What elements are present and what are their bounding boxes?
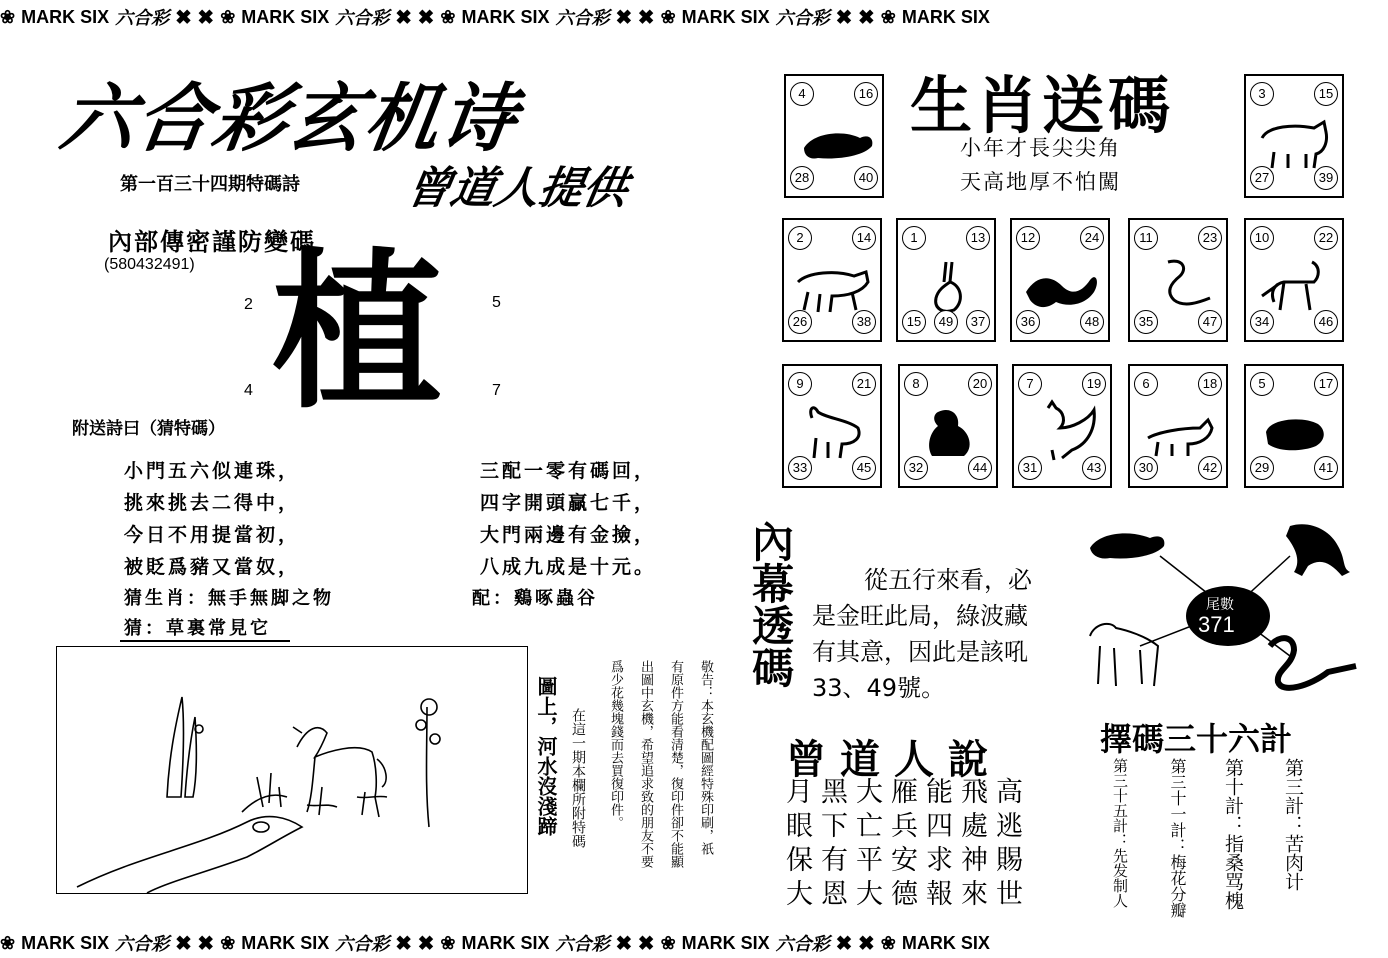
poem-line: 大門兩邊有金撿， — [480, 524, 657, 546]
zodiac-number: 47 — [1198, 310, 1222, 334]
inside-line: 33、49號。 — [812, 674, 946, 702]
guess-underline — [120, 640, 290, 642]
poem-line: 小門五六似連珠， — [124, 460, 301, 482]
zodiac-number: 15 — [1314, 82, 1338, 106]
notice-line: 出圖中玄機，希望追求致的朋友不要 — [638, 660, 653, 868]
dragon-icon — [1020, 252, 1100, 316]
banner-text: 六合彩 — [775, 8, 830, 29]
bow-icon: ✖ ✖ — [835, 6, 875, 29]
zodiac-card — [1012, 364, 1112, 488]
says-line: 大恩大德報來世 — [786, 879, 1031, 910]
notice-line: 有原件方能看清楚，復印件卻不能顯 — [668, 660, 683, 868]
zodiac-number: 17 — [1314, 372, 1338, 396]
bow-icon: ✖ ✖ — [175, 6, 215, 29]
zodiac-number: 45 — [852, 456, 876, 480]
zodiac-poem-2: 天高地厚不怕闖 — [960, 170, 1121, 194]
zodiac-number: 8 — [904, 372, 928, 396]
zodiac-title: 生肖送碼 — [910, 69, 1175, 142]
flower-icon: ❀ — [220, 6, 236, 27]
horse-icon — [1254, 252, 1334, 316]
flower-icon: ❀ — [440, 6, 456, 27]
top-banner — [0, 2, 1388, 32]
zodiac-number: 40 — [854, 166, 878, 190]
bow-icon: ✖ ✖ — [395, 6, 435, 29]
corner-num-tl: 2 — [244, 296, 253, 313]
zodiac-number: 4 — [790, 82, 814, 106]
issue-label: 第一百三十四期特碼詩 — [120, 174, 300, 195]
inside-line: 是金旺此局，綠波藏 — [812, 602, 1028, 630]
banner-text: 六合彩 — [555, 8, 610, 29]
flower-icon: ❀ — [0, 6, 16, 27]
zodiac-number: 48 — [1080, 310, 1104, 334]
tiger-icon — [792, 252, 872, 316]
inside-title: 內幕透碼 — [746, 520, 795, 688]
zodiac-number: 38 — [852, 310, 876, 334]
zodiac-number: 5 — [1250, 372, 1274, 396]
rooster-icon — [1022, 398, 1102, 462]
code-number: (580432491) — [104, 256, 195, 273]
zodiac-number: 30 — [1134, 456, 1158, 480]
banner-text: MARK SIX — [901, 932, 990, 953]
tail-value: 371 — [1198, 612, 1235, 637]
zodiac-number: 12 — [1016, 226, 1040, 250]
notice-line: 敬告：本玄機配圖經特殊印刷，祇 — [698, 660, 713, 855]
zodiac-number: 7 — [1018, 372, 1042, 396]
flower-icon: ❀ — [660, 932, 676, 953]
poem-line: 四字開頭贏七千， — [480, 492, 657, 514]
zodiac-number: 36 — [1016, 310, 1040, 334]
zodiac-number: 15 — [902, 310, 926, 334]
banner-text: MARK SIX — [241, 932, 330, 953]
zodiac-number: 3 — [1250, 82, 1274, 106]
big-character: 植 — [272, 234, 443, 432]
guess-label: 猜：草裏常見它 — [124, 618, 271, 639]
monkey-icon — [908, 398, 988, 462]
zodiac-number: 22 — [1314, 226, 1338, 250]
secret-label: 內部傳密謹防變碼 — [108, 227, 316, 256]
inside-text — [812, 560, 1032, 704]
column-note: 在這一期本欄所附特碼 — [570, 708, 586, 848]
zodiac-card — [782, 364, 882, 488]
flower-icon: ❀ — [440, 932, 456, 953]
zodiac-number: 2 — [788, 226, 812, 250]
says-title: 曾道人說 — [786, 736, 1002, 783]
banner-text: 六合彩 — [775, 934, 830, 955]
bow-icon: ✖ ✖ — [395, 932, 435, 955]
banner-text: 六合彩 — [555, 934, 610, 955]
rabbit-icon — [906, 252, 986, 316]
bottom-banner — [0, 928, 1388, 958]
poem-line: 被貶爲豬又當奴， — [124, 556, 301, 578]
bow-icon: ✖ ✖ — [615, 932, 655, 955]
poem-line: 三配一零有碼回， — [480, 460, 657, 482]
flower-icon: ❀ — [660, 6, 676, 27]
zodiac-number: 44 — [968, 456, 992, 480]
bow-icon: ✖ ✖ — [835, 932, 875, 955]
tactic-item: 第三十五計：先发制人 — [1111, 758, 1129, 908]
banner-text: 六合彩 — [335, 8, 390, 29]
zodiac-card — [1128, 218, 1228, 342]
zodiac-card — [782, 218, 882, 342]
bow-icon: ✖ ✖ — [175, 932, 215, 955]
tactics-list — [1100, 758, 1340, 918]
banner-text: MARK SIX — [681, 6, 770, 27]
corner-num-tr: 5 — [492, 294, 501, 311]
tail-label: 尾數 — [1206, 597, 1234, 613]
zodiac-card — [1244, 218, 1344, 342]
zodiac-card — [898, 364, 998, 488]
zodiac-number: 28 — [790, 166, 814, 190]
banner-text: MARK SIX — [461, 6, 550, 27]
zodiac-number: 21 — [852, 372, 876, 396]
flower-icon: ❀ — [0, 932, 16, 953]
poem-line: 今日不用提當初， — [124, 524, 301, 546]
poem-line: 挑來挑去二得中， — [124, 492, 301, 514]
zodiac-card — [1010, 218, 1110, 342]
tail-emblem — [1080, 516, 1360, 696]
zodiac-number: 14 — [852, 226, 876, 250]
zodiac-number: 46 — [1314, 310, 1338, 334]
zodiac-card — [1244, 74, 1344, 198]
notice-line: 爲少花幾塊錢而去買復印件。 — [608, 660, 623, 829]
flower-icon: ❀ — [880, 932, 896, 953]
zodiac-number: 9 — [788, 372, 812, 396]
banner-text: MARK SIX — [241, 6, 330, 27]
pig-icon — [1254, 398, 1334, 462]
zodiac-number: 41 — [1314, 456, 1338, 480]
zodiac-number: 6 — [1134, 372, 1158, 396]
zodiac-number: 37 — [966, 310, 990, 334]
zodiac-number: 35 — [1134, 310, 1158, 334]
rat-icon — [794, 108, 874, 172]
tactics-title: 擇碼三十六計 — [1100, 720, 1293, 758]
provider-subtitle: 曾道人提供 — [402, 163, 632, 214]
snake-icon — [1138, 252, 1218, 316]
zodiac-number: 39 — [1314, 166, 1338, 190]
zodiac-number: 23 — [1198, 226, 1222, 250]
banner-text: 六合彩 — [115, 8, 170, 29]
poem-right — [480, 456, 656, 584]
zodiac-number: 24 — [1080, 226, 1104, 250]
zodiac-card — [1128, 364, 1228, 488]
zodiac-card — [784, 74, 884, 198]
zodiac-number: 49 — [934, 310, 958, 334]
match-label: 配：鷄啄蟲谷 — [472, 588, 598, 609]
zodiac-card — [1244, 364, 1344, 488]
ox-icon — [1254, 108, 1334, 172]
zodiac-number: 20 — [968, 372, 992, 396]
zodiac-number: 27 — [1250, 166, 1274, 190]
zodiac-number: 42 — [1198, 456, 1222, 480]
snake-icon — [1270, 638, 1356, 688]
zodiac-number: 26 — [788, 310, 812, 334]
banner-text: MARK SIX — [461, 932, 550, 953]
zodiac-number: 18 — [1198, 372, 1222, 396]
guess-zodiac: 猜生肖：無手無脚之物 — [124, 588, 334, 609]
zodiac-number: 16 — [854, 82, 878, 106]
banner-text: 六合彩 — [115, 934, 170, 955]
poem-heading: 附送詩曰（猜特碼） — [72, 419, 225, 439]
rat-icon — [1090, 533, 1164, 558]
horse-scene-icon — [57, 647, 527, 893]
tactic-item: 第三十一計：梅花分瓣 — [1168, 758, 1187, 918]
zodiac-number: 19 — [1082, 372, 1106, 396]
flower-icon: ❀ — [220, 932, 236, 953]
dog-icon — [1138, 398, 1218, 462]
zodiac-number: 11 — [1134, 226, 1158, 250]
picture-caption: 圖上，河水沒淺蹄 — [534, 676, 558, 836]
riddle-picture — [56, 646, 528, 894]
tactic-item: 第三計：苦肉计 — [1282, 758, 1304, 891]
zodiac-number: 31 — [1018, 456, 1042, 480]
says-lines — [786, 770, 1031, 910]
monkey-icon — [1286, 524, 1350, 576]
tactic-item: 第十計：指桑骂槐 — [1222, 758, 1244, 910]
zodiac-number: 13 — [966, 226, 990, 250]
zodiac-number: 10 — [1250, 226, 1274, 250]
banner-text: MARK SIX — [901, 6, 990, 27]
inside-line: 有其意，因此是該吼 — [812, 638, 1028, 666]
zodiac-poem-1: 小年才長尖尖角 — [960, 136, 1121, 160]
inside-line: 從五行來看，必 — [864, 566, 1032, 594]
zodiac-number: 1 — [902, 226, 926, 250]
main-title: 六合彩玄机诗 — [55, 76, 524, 162]
zodiac-number: 29 — [1250, 456, 1274, 480]
flower-icon: ❀ — [880, 6, 896, 27]
says-line: 眼下亡兵四處逃 — [786, 811, 1031, 842]
poem-line: 八成九成是十元。 — [480, 556, 657, 578]
zodiac-number: 32 — [904, 456, 928, 480]
bow-icon: ✖ ✖ — [615, 6, 655, 29]
says-line: 月黑大雁能飛高 — [786, 777, 1031, 808]
goat-icon — [792, 398, 872, 462]
dog-icon — [1090, 624, 1158, 686]
zodiac-number: 34 — [1250, 310, 1274, 334]
zodiac-card — [896, 218, 996, 342]
corner-num-br: 7 — [492, 382, 501, 399]
banner-text: MARK SIX — [21, 6, 110, 27]
banner-text: MARK SIX — [681, 932, 770, 953]
banner-text: 六合彩 — [335, 934, 390, 955]
corner-num-bl: 4 — [244, 382, 253, 399]
says-line: 保有平安求神賜 — [786, 845, 1031, 876]
banner-text: MARK SIX — [21, 932, 110, 953]
poem-left — [124, 456, 300, 584]
zodiac-number: 33 — [788, 456, 812, 480]
zodiac-number: 43 — [1082, 456, 1106, 480]
